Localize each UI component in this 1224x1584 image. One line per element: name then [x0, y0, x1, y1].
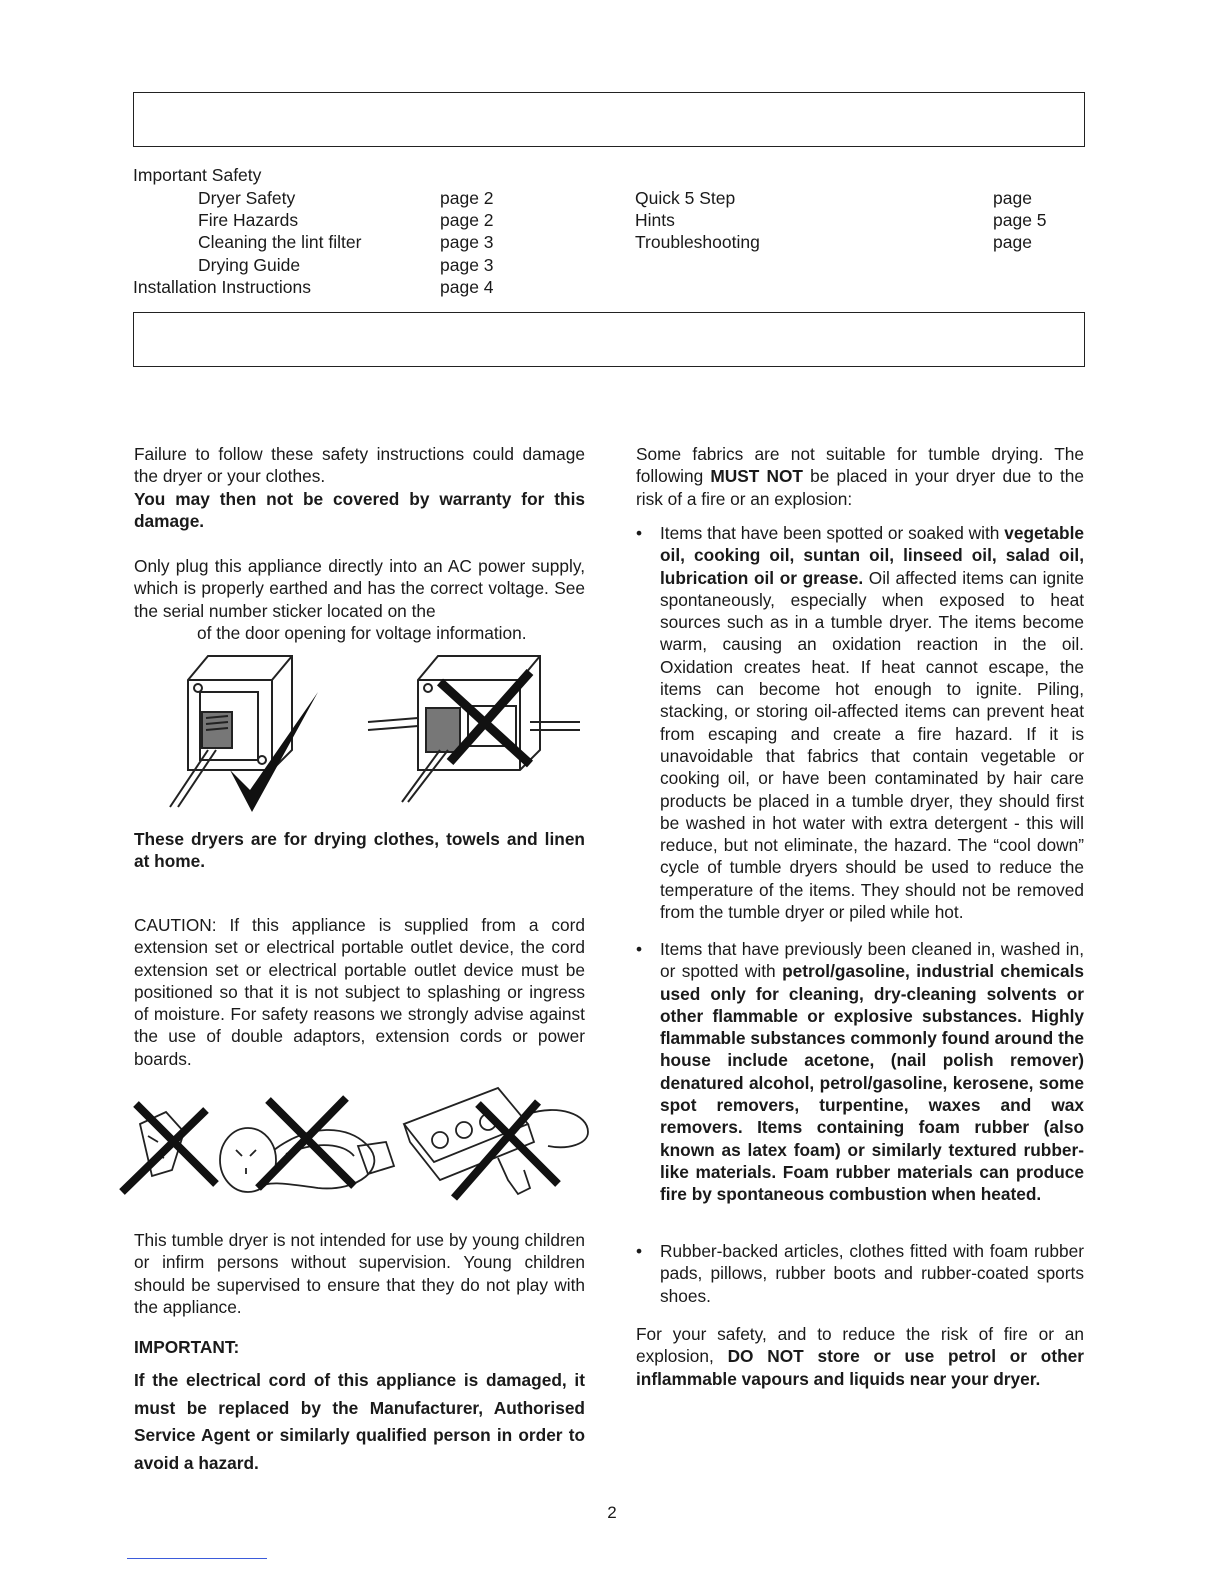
- toc-item-page[interactable]: page 3: [440, 232, 494, 252]
- bullet-icon: •: [636, 939, 643, 959]
- toc-item-page[interactable]: page 4: [440, 277, 494, 297]
- wall-outlet-correct-icon: [170, 656, 292, 807]
- toc-item-label[interactable]: Fire Hazards: [198, 210, 299, 230]
- page-number: 2: [607, 1503, 617, 1522]
- hazard-bullet-list-3: [636, 1240, 1084, 1307]
- toc-item-page[interactable]: page 2: [440, 210, 494, 230]
- power-board-icon: [404, 1088, 588, 1194]
- hazard-bullet-list: [636, 522, 1084, 923]
- toc-item-page[interactable]: page 3: [440, 255, 494, 275]
- intro-text-cont: be placed in your dryer due to the risk of a fire or an explosion:: [636, 466, 1084, 509]
- left-column: [134, 443, 585, 532]
- important-text: If the electrical cord of this appliance is damaged, it must be replaced by the Manufacturer, Authorised Service Agent or similarly qualified person in order to avoid a hazard.: [134, 1370, 585, 1473]
- power-supply-text: Only plug this appliance directly into an AC power supply, which is properly earthed and has the correct voltage. See the serial number sticker located on the: [134, 556, 585, 621]
- oil-items-text: Items that have been spotted or soaked with: [660, 523, 1005, 543]
- link-underline[interactable]: [127, 1558, 267, 1559]
- intended-use-paragraph: [134, 828, 585, 873]
- rubber-items-text: Rubber-backed articles, clothes fitted with foam rubber pads, pillows, rubber boots and rubber-coated sports shoes.: [660, 1241, 1084, 1306]
- toc-item-page[interactable]: page 5: [993, 210, 1047, 230]
- toc-item-label[interactable]: Drying Guide: [198, 255, 301, 275]
- caution-text: CAUTION: If this appliance is supplied from a cord extension set or electrical portable outlet device, the cord extension set or electrical portable outlet device must be positioned so that it is not subject to splashing or ingress of moisture. For safety reasons we strongly advise against the use of double adaptors, extension cords or power boards.: [134, 915, 585, 1069]
- intro-text: Some fabrics are not suitable for tumble drying. The following: [636, 444, 1084, 487]
- toc-item-label[interactable]: Installation Instructions: [133, 277, 312, 297]
- bullet-icon: •: [636, 523, 643, 543]
- important-heading: IMPORTANT:: [134, 1337, 240, 1357]
- adaptor-illustration: [118, 1084, 593, 1204]
- list-item: [636, 522, 1084, 923]
- plug-illustration: [150, 652, 590, 822]
- outro-bold: DO NOT store or use petrol or other inflammable vapours and liquids near your dryer.: [636, 1346, 1084, 1389]
- intended-use-text: These dryers are for drying clothes, towels and linen at home.: [134, 829, 585, 872]
- list-item: [636, 1240, 1084, 1307]
- oil-items-detail: Oil affected items can ignite spontaneously, especially when exposed to heat sources such as in a tumble dryer. The items become warm, causing an oxidation reaction in the oil. Oxidation creates heat. If heat cannot escape, the items can become hot enough to ignite. Piling, stacking, or storing oil-affected items can prevent heat from escaping and create a fire hazard. If it is unavoidable that fabrics that contain vegetable or cooking oil, or have been contaminated by hair care products be placed in a tumble dryer, they should first be washed in hot water with extra detergent - this will reduce, but not eliminate, the hazard. The “cool down” cycle of tumble dryers should be used to reduce the temperature of the items. They should not be removed from the tumble dryer or piled while hot.: [660, 567, 1084, 923]
- safety-intro-text: Failure to follow these safety instructions could damage the dryer or your clothes.: [134, 444, 585, 487]
- warranty-warning: You may then not be covered by warranty for this damage.: [134, 488, 585, 531]
- toc-item-page[interactable]: page 2: [440, 188, 494, 208]
- outro-text: For your safety, and to reduce the risk of fire or an explosion,: [636, 1324, 1084, 1367]
- unsuitable-fabrics-intro: [636, 443, 1084, 510]
- toc-item-label[interactable]: Troubleshooting: [635, 232, 760, 252]
- must-not-text: MUST NOT: [710, 466, 803, 487]
- table-of-contents: [0, 0, 1224, 310]
- right-column: [636, 443, 1084, 510]
- toc-item-label[interactable]: Hints: [635, 210, 675, 230]
- cross-icon: [454, 1102, 558, 1198]
- toc-item-label[interactable]: Cleaning the lint filter: [198, 232, 362, 252]
- bullet-icon: •: [636, 1241, 643, 1261]
- toc-item-page[interactable]: page: [993, 232, 1032, 252]
- flammable-items-bold: petrol/gasoline, industrial chemicals used only for cleaning, dry-cleaning solvents or other flammable or explosive substances. Highly flammable substances commonly found around the house include acetone, (nail polish remover) denatured alcohol, petrol/gasoline, kerosene, some spot removers, turpentine, waxes and wax removers. Items containing foam rubber (also known as latex foam) or similarly textured rubber-like materials. Foam rubber materials can produce fire by spontaneous combustion when heated.: [660, 961, 1084, 1205]
- safety-outro: [636, 1323, 1084, 1390]
- safety-outro-paragraph: [636, 1323, 1084, 1390]
- section-title-box: [133, 312, 1085, 367]
- toc-item-label[interactable]: Quick 5 Step: [635, 188, 736, 208]
- caution-paragraph: [134, 914, 585, 1070]
- checkmark-icon: [230, 692, 318, 812]
- important-section: [134, 1336, 585, 1358]
- toc-item-page[interactable]: page: [993, 188, 1032, 208]
- hazard-bullet-list-2: [636, 938, 1084, 1206]
- supervision-text: This tumble dryer is not intended for use by young children or infirm persons without supervision. Young children should be supervised to ensure that they do not play with the appliance.: [134, 1230, 585, 1317]
- toc-heading: Important Safety: [133, 165, 262, 185]
- important-notice: [134, 1367, 585, 1477]
- flammable-items-text: Items that have previously been cleaned in, washed in, or spotted with: [660, 939, 1084, 982]
- cross-icon: [122, 1104, 216, 1192]
- power-supply-text-cont: of the door opening for voltage information.: [197, 622, 527, 643]
- list-item: [636, 938, 1084, 1206]
- supervision-paragraph: [134, 1229, 585, 1318]
- power-supply-paragraph: [134, 555, 585, 644]
- toc-item-label[interactable]: Dryer Safety: [198, 188, 296, 208]
- oil-items-bold: vegetable oil, cooking oil, suntan oil, linseed oil, salad oil, lubrication oil or grease.: [660, 523, 1084, 588]
